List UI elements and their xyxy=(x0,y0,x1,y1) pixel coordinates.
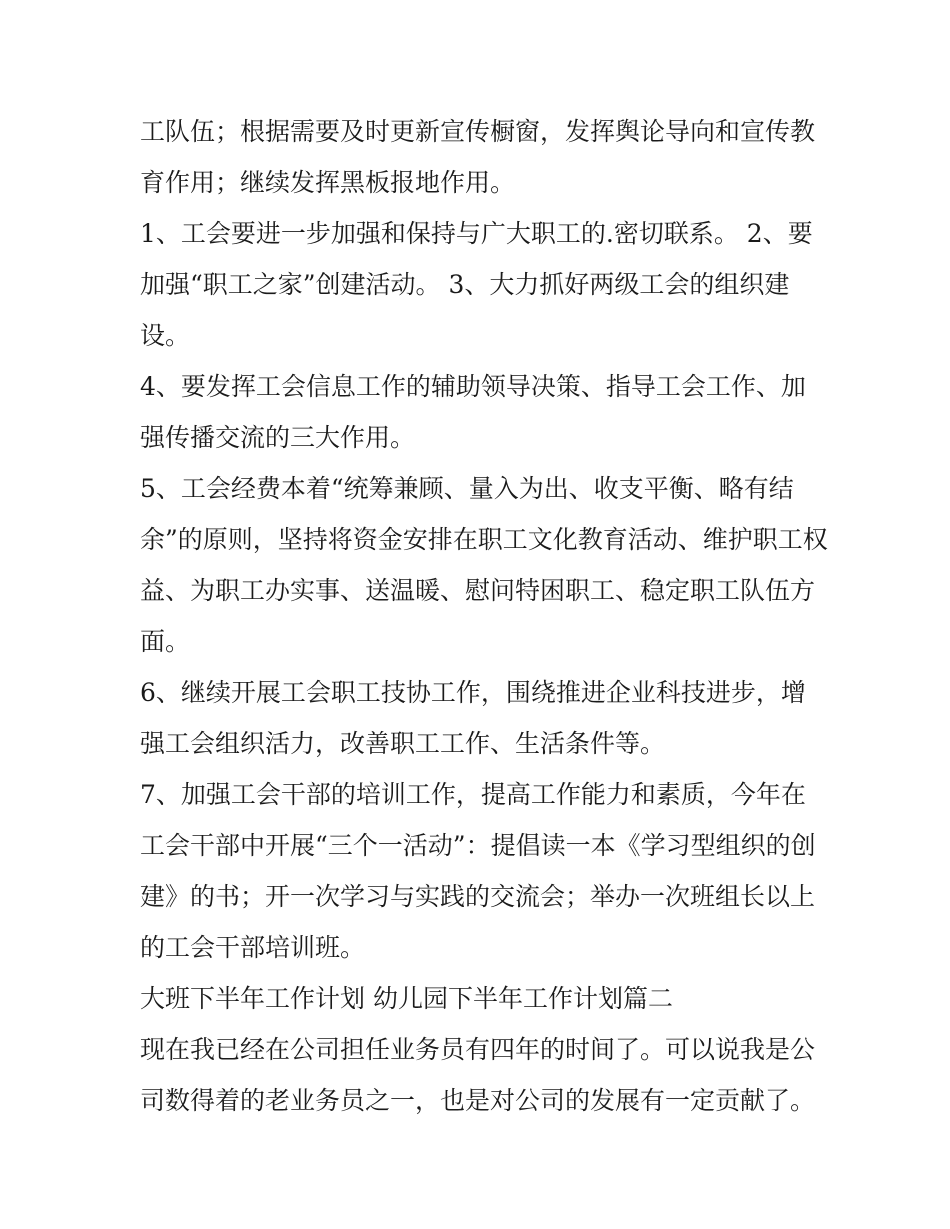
paragraph-item-1-3: 1、工会要进一步加强和保持与广大职工的.密切联系。 2、要加强“职工之家”创建活动。 3、大力抓好两级工会的组织建设。 xyxy=(140,219,813,350)
paragraph-intro: 现在我已经在公司担任业务员有四年的时间了。可以说我是公司数得着的老业务员之一，也是对公司的发展有一定贡献了。 xyxy=(140,1035,816,1115)
document-body xyxy=(140,106,830,1126)
paragraph-item-7: 7、加强工会干部的培训工作，提高工作能力和素质，今年在工会干部中开展“三个一活动”：提倡读一本《学习型组织的创建》的书；开一次学习与实践的交流会；举办一次班组长以上的工会干部培训班。 xyxy=(140,780,816,962)
paragraph-item-6: 6、继续开展工会职工技协工作，围绕推进企业科技进步，增强工会组织活力，改善职工工作、生活条件等。 xyxy=(140,678,806,758)
paragraph-item-5: 5、工会经费本着“统筹兼顾、量入为出、收支平衡、略有结余”的原则，坚持将资金安排在职工文化教育活动、维护职工权益、为职工办实事、送温暖、慰问特困职工、稳定职工队伍方面。 xyxy=(140,474,828,656)
paragraph-continuation: 工队伍；根据需要及时更新宣传橱窗，发挥舆论导向和宣传教育作用；继续发挥黑板报地作用。 xyxy=(140,117,816,197)
paragraph-item-4: 4、要发挥工会信息工作的辅助领导决策、指导工会工作、加强传播交流的三大作用。 xyxy=(140,372,806,452)
section-heading: 大班下半年工作计划 幼儿园下半年工作计划篇二 xyxy=(140,984,673,1013)
